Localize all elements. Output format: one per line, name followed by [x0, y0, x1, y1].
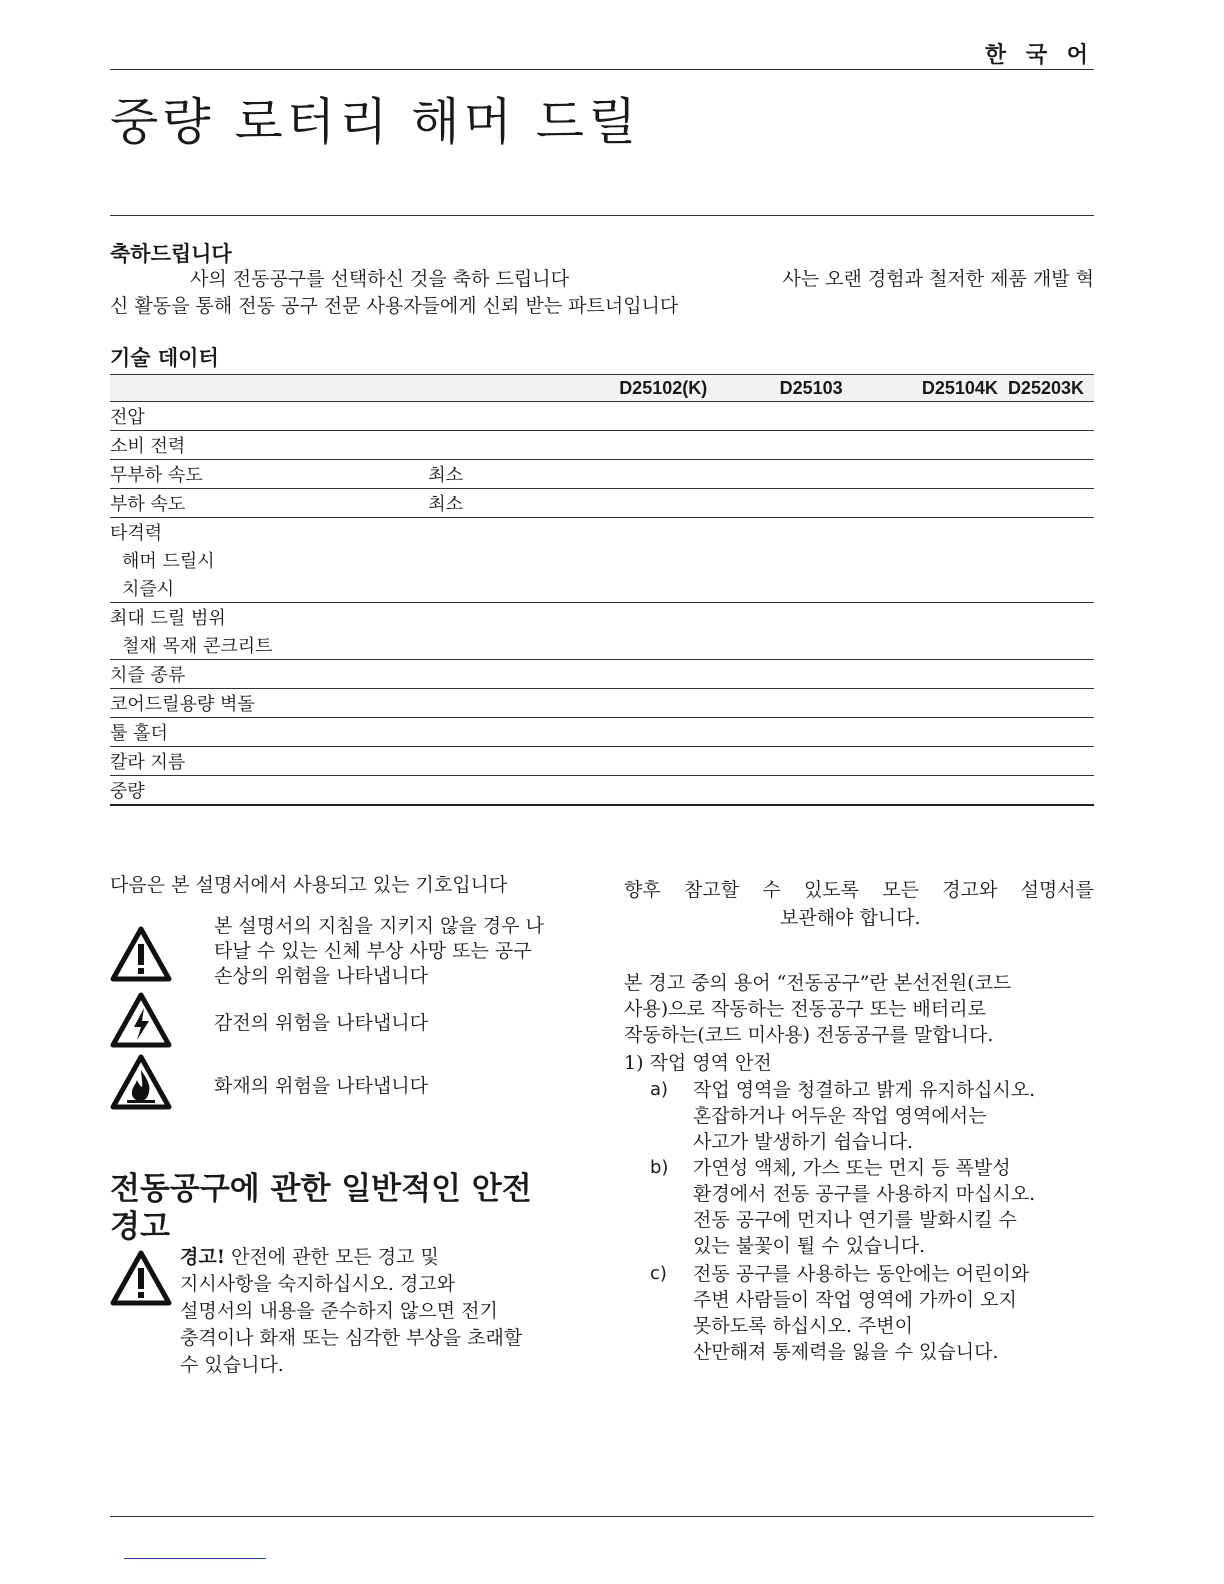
save-word: 향후 — [624, 879, 661, 901]
tech-row-label: 코어드릴용량 벽돌 — [110, 689, 428, 718]
general-heading-line1: 전동공구에 관한 일반적인 안전 — [110, 1171, 532, 1207]
tech-row-value — [554, 489, 717, 518]
tech-row-value — [717, 718, 852, 747]
tech-row — [110, 776, 1094, 806]
save-instructions — [624, 876, 1094, 932]
tech-row-note — [428, 718, 554, 747]
tech-row — [110, 518, 1094, 547]
general-safety-heading — [110, 1170, 590, 1246]
symbols-intro: 다음은 본 설명서에서 사용되고 있는 기호입니다 — [110, 874, 508, 896]
work-area-safety-heading: 1) 작업 영역 안전 — [624, 1052, 772, 1074]
tech-header-blank — [110, 375, 428, 402]
item-marker: a) — [650, 1079, 669, 1100]
tech-row-value — [717, 776, 852, 806]
tech-row-note — [428, 776, 554, 806]
tech-row-note: 최소 — [428, 489, 554, 518]
tech-row-value — [1008, 574, 1094, 603]
tech-row-value — [717, 402, 852, 431]
tech-row-note — [428, 631, 554, 660]
save-word: 있도록 — [803, 879, 859, 901]
tech-row-value — [853, 574, 1008, 603]
tech-row-value — [1008, 603, 1094, 632]
injury-warning-text — [214, 914, 594, 989]
electric-warning-text: 감전의 위험을 나타냅니다 — [214, 1012, 428, 1034]
item-line: 혼잡하거나 어두운 작업 영역에서는 — [693, 1105, 987, 1127]
tech-row-value — [853, 631, 1008, 660]
tech-row-label: 전압 — [110, 402, 428, 431]
congrats-line2: 신 활동을 통해 전동 공구 전문 사용자들에게 신뢰 받는 파트너입니다 — [110, 295, 679, 317]
definition-line-1: 본 경고 중의 용어 “전동공구”란 본선전원(코드 — [624, 972, 1012, 994]
fire-warning-text: 화재의 위험을 나타냅니다 — [214, 1075, 428, 1097]
tech-data-table — [110, 374, 1094, 806]
warning-triangle-icon — [110, 1250, 172, 1306]
tech-row-value — [717, 518, 852, 547]
safety-item-c — [650, 1261, 1100, 1365]
tech-row-value — [853, 718, 1008, 747]
tech-row-value — [717, 431, 852, 460]
tech-row — [110, 689, 1094, 718]
model-d25104k: D25104K — [853, 375, 1008, 402]
definition-line-3: 작동하는(코드 미사용) 전동공구를 말합니다. — [624, 1024, 994, 1046]
tech-row-value — [1008, 489, 1094, 518]
injury-line-3: 손상의 위험을 나타냅니다 — [214, 965, 428, 987]
tech-row-value — [853, 689, 1008, 718]
warning-line-4: 충격이나 화재 또는 심각한 부상을 초래할 — [180, 1327, 523, 1349]
congrats-line1b: 사는 오랜 경험과 철저한 제품 개발 혁 — [782, 268, 1094, 290]
tech-row-note — [428, 431, 554, 460]
footer-rule — [110, 1516, 1094, 1517]
tech-row-value — [1008, 402, 1094, 431]
item-marker: b) — [650, 1157, 669, 1178]
tech-row — [110, 546, 1094, 574]
save-line-2: 보관해야 합니다. — [780, 907, 921, 929]
tech-row-value — [554, 546, 717, 574]
language-label: 한 국 어 — [984, 43, 1094, 68]
item-line: 전동 공구를 사용하는 동안에는 어린이와 — [693, 1263, 1030, 1285]
tech-row-value — [554, 631, 717, 660]
congrats-text — [110, 266, 1094, 320]
power-tool-definition — [624, 970, 1104, 1048]
item-line: 주변 사람들이 작업 영역에 가까이 오지 — [693, 1289, 1017, 1311]
save-word: 경고와 — [942, 879, 998, 901]
tech-row-label: 칼라 지름 — [110, 747, 428, 776]
tech-row-value — [1008, 631, 1094, 660]
tech-row-value — [853, 660, 1008, 689]
tech-row-value — [554, 402, 717, 431]
tech-row-label: 타격력 — [110, 523, 163, 544]
tech-row-value — [1008, 689, 1094, 718]
tech-row-value — [853, 518, 1008, 547]
tech-row — [110, 603, 1094, 632]
tech-row-value — [853, 460, 1008, 489]
warning-line-2: 지시사항을 숙지하십시오. 경고와 — [180, 1273, 456, 1295]
warning-line-1: 안전에 관한 모든 경고 및 — [225, 1246, 439, 1268]
tech-row-label: 무부하 속도 — [110, 460, 428, 489]
tech-row-value — [554, 574, 717, 603]
tech-row-value — [554, 460, 717, 489]
tech-row-value — [717, 631, 852, 660]
model-d25203k: D25203K — [1008, 375, 1094, 402]
save-word: 수 — [762, 879, 781, 901]
tech-row-value — [1008, 546, 1094, 574]
tech-row-value — [717, 460, 852, 489]
tech-row-value — [853, 431, 1008, 460]
tech-row-value — [1008, 518, 1094, 547]
tech-row-value — [554, 747, 717, 776]
tech-row-value — [853, 603, 1008, 632]
tech-row-value — [853, 402, 1008, 431]
tech-row-note — [428, 660, 554, 689]
tech-row — [110, 431, 1094, 460]
item-line: 전동 공구에 먼지나 연기를 발화시킬 수 — [693, 1209, 1017, 1231]
tech-row-value — [853, 546, 1008, 574]
tech-row — [110, 460, 1094, 489]
tech-header-note — [428, 375, 554, 402]
tech-row — [110, 574, 1094, 603]
tech-row-note — [428, 402, 554, 431]
tech-row-value — [1008, 431, 1094, 460]
injury-line-2: 타날 수 있는 신체 부상 사망 또는 공구 — [214, 940, 532, 962]
warning-line-3: 설명서의 내용을 준수하지 않으면 전기 — [180, 1300, 498, 1322]
tech-row-value — [717, 747, 852, 776]
tech-row-label: 최대 드릴 범위 — [110, 608, 226, 629]
congrats-heading: 축하드립니다 — [110, 242, 232, 266]
tech-row-value — [853, 489, 1008, 518]
tech-row-value — [554, 718, 717, 747]
tech-row-label: 소비 전력 — [110, 431, 428, 460]
tech-header-row — [110, 375, 1094, 402]
tech-row-note — [428, 603, 554, 632]
tech-row — [110, 718, 1094, 747]
tech-row-note — [428, 518, 554, 547]
fire-hazard-icon — [110, 1054, 172, 1110]
tech-row-note: 최소 — [428, 460, 554, 489]
footer-short-rule — [124, 1558, 266, 1559]
item-line: 환경에서 전동 공구를 사용하지 마십시오. — [693, 1183, 1036, 1205]
tech-row — [110, 402, 1094, 431]
congrats-line1a: 사의 전동공구를 선택하신 것을 축하 드립니다 — [190, 268, 569, 290]
tech-row-note — [428, 546, 554, 574]
tech-row-value — [554, 603, 717, 632]
tech-row-value — [1008, 718, 1094, 747]
model-d25103: D25103 — [717, 375, 852, 402]
tech-row-label: 툴 홀더 — [110, 718, 428, 747]
tech-row-value — [717, 574, 852, 603]
item-line: 작업 영역을 청결하고 밝게 유지하십시오. — [693, 1079, 1036, 1101]
tech-row-note — [428, 689, 554, 718]
item-line: 있는 불꽃이 튈 수 있습니다. — [693, 1235, 926, 1257]
tech-heading: 기술 데이터 — [110, 346, 219, 370]
general-warning-text — [180, 1244, 590, 1379]
tech-table-body — [110, 402, 1094, 806]
tech-row-value — [1008, 747, 1094, 776]
warning-triangle-icon — [110, 926, 172, 982]
tech-row-value — [717, 546, 852, 574]
item-line: 못하도록 하십시오. 주변이 — [693, 1315, 914, 1337]
item-line: 가연성 액체, 가스 또는 먼지 등 폭발성 — [693, 1157, 1011, 1179]
item-line: 사고가 발생하기 쉽습니다. — [693, 1131, 914, 1153]
title-rule — [110, 215, 1094, 216]
tech-row-value — [554, 518, 717, 547]
definition-line-2: 사용)으로 작동하는 전동공구 또는 배터리로 — [624, 998, 986, 1020]
tech-row-value — [554, 689, 717, 718]
tech-row-value — [1008, 660, 1094, 689]
tech-row — [110, 631, 1094, 660]
tech-row-label: 해머 드릴시 — [122, 551, 215, 572]
tech-row-label: 중량 — [110, 776, 428, 806]
tech-row-value — [1008, 460, 1094, 489]
tech-row — [110, 747, 1094, 776]
tech-row — [110, 489, 1094, 518]
tech-row-value — [853, 776, 1008, 806]
warning-label: 경고! — [180, 1246, 226, 1268]
header-rule — [110, 69, 1094, 70]
item-line: 산만해져 통제력을 잃을 수 있습니다. — [693, 1341, 999, 1363]
tech-row-value — [717, 603, 852, 632]
tech-row-value — [717, 489, 852, 518]
tech-row-value — [554, 431, 717, 460]
save-word: 참고할 — [683, 879, 740, 901]
item-marker: c) — [650, 1263, 667, 1284]
tech-row-note — [428, 574, 554, 603]
model-d25102k: D25102(K) — [554, 375, 717, 402]
safety-item-a — [650, 1077, 1100, 1155]
tech-row-value — [717, 689, 852, 718]
page-title: 중량 로터리 해머 드릴 — [110, 93, 641, 151]
tech-row-value — [554, 660, 717, 689]
tech-row-note — [428, 747, 554, 776]
save-word: 모든 — [882, 879, 919, 901]
save-word: 설명서를 — [1020, 879, 1094, 901]
tech-row-value — [853, 747, 1008, 776]
warning-line-5: 수 있습니다. — [180, 1354, 284, 1376]
tech-row-label: 치즐시 — [110, 574, 428, 603]
tech-row-value — [554, 776, 717, 806]
tech-row-label: 부하 속도 — [110, 489, 428, 518]
electric-shock-icon — [110, 992, 172, 1048]
safety-item-b — [650, 1155, 1100, 1259]
injury-line-1: 본 설명서의 지침을 지키지 않을 경우 나 — [214, 915, 544, 937]
tech-row-label: 철재 목재 콘크리트 — [110, 631, 428, 660]
tech-row-value — [717, 660, 852, 689]
general-heading-line2: 경고 — [110, 1209, 170, 1245]
tech-row-value — [1008, 776, 1094, 806]
tech-row-label: 치즐 종류 — [110, 660, 428, 689]
tech-row — [110, 660, 1094, 689]
